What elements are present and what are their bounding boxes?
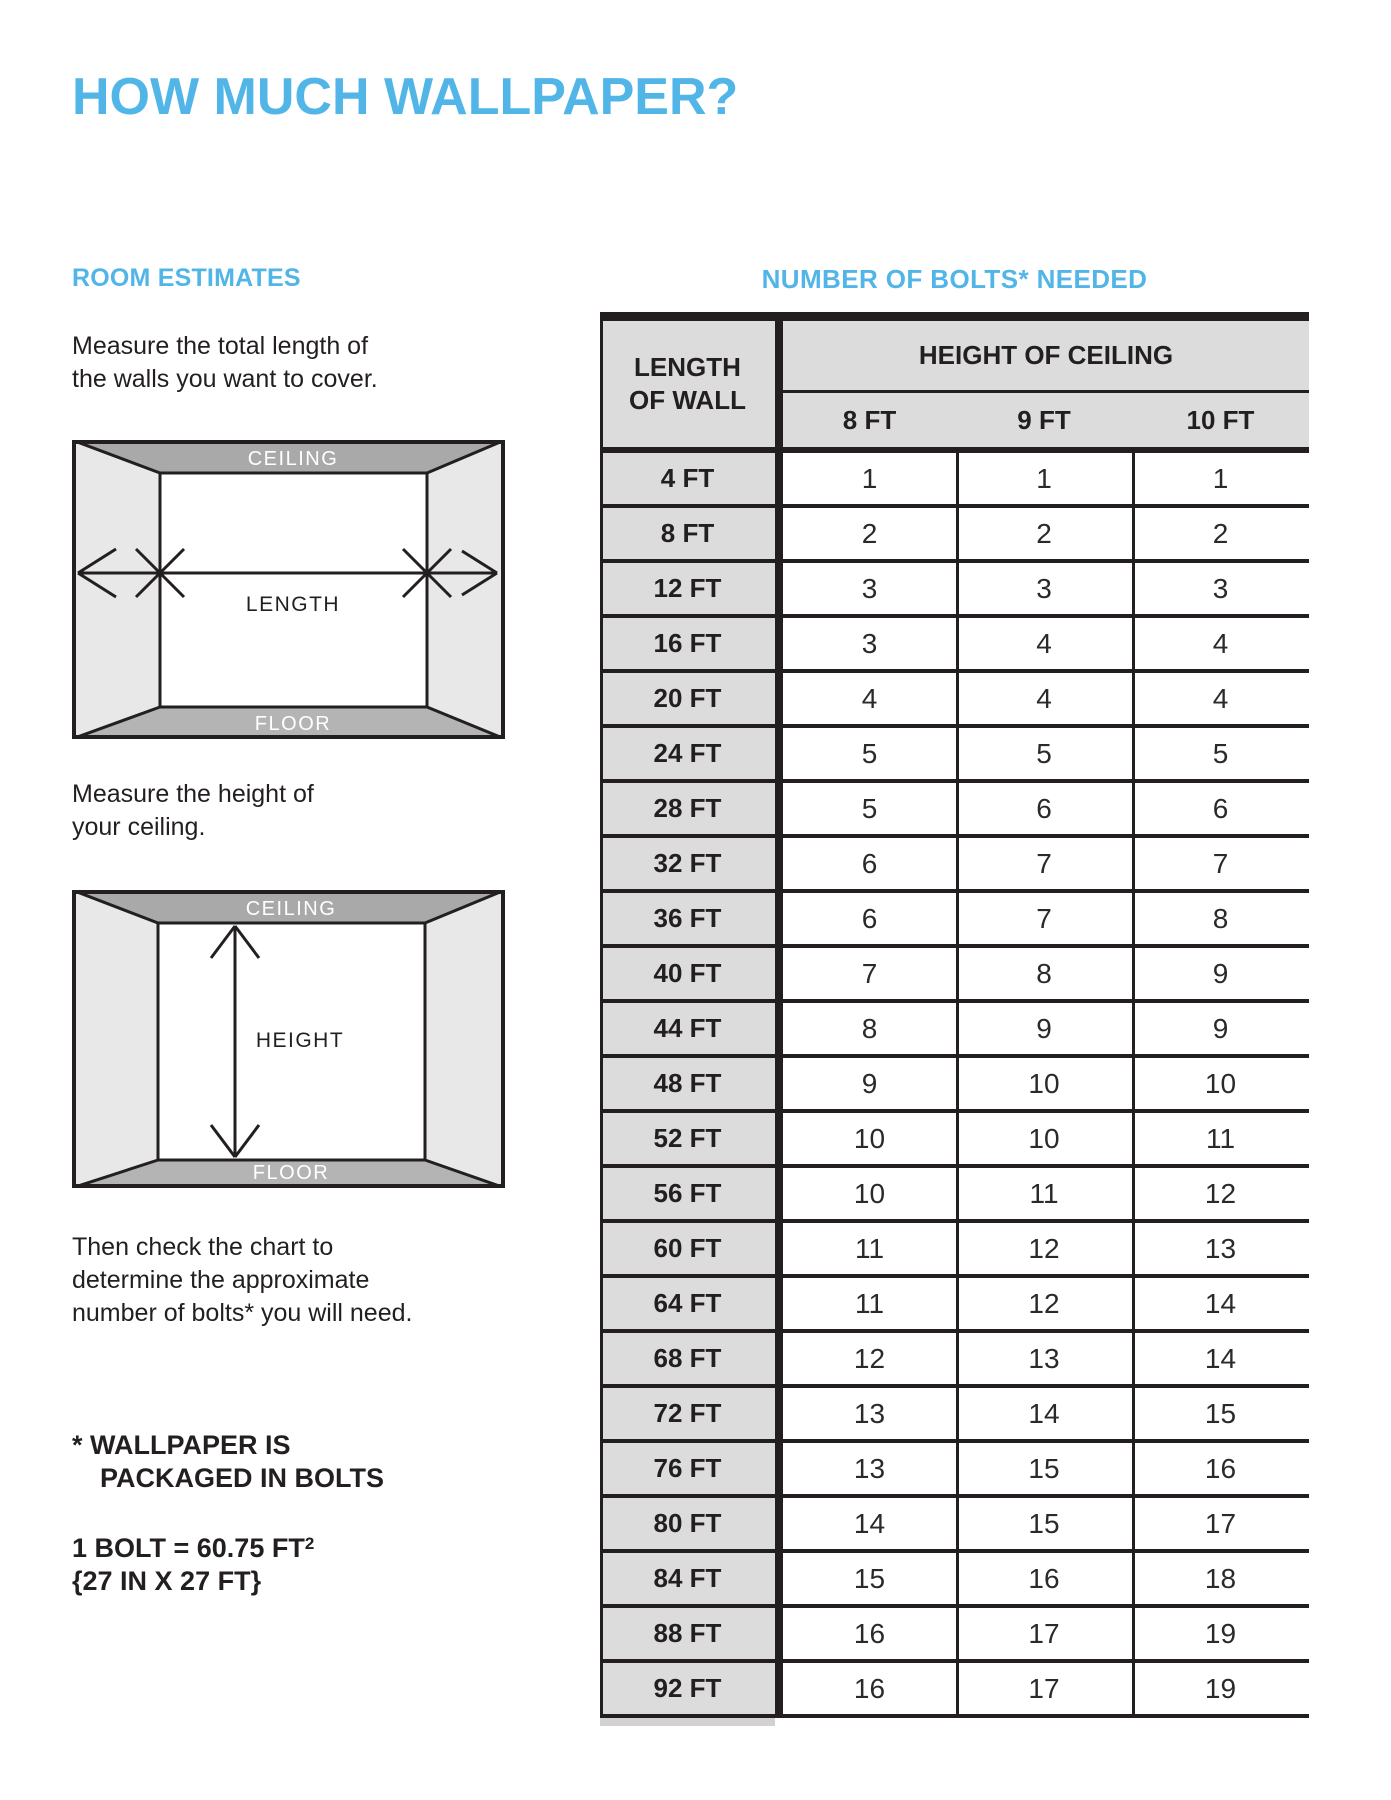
row-value: 16: [1028, 1562, 1060, 1594]
right-wall: [425, 890, 505, 1188]
row-value: 17: [1204, 1507, 1237, 1539]
table-row: [600, 893, 1309, 948]
row-value: 4: [1212, 627, 1229, 659]
row-value: 5: [861, 737, 878, 769]
row-value: 2: [1036, 517, 1052, 549]
table-row: [600, 1333, 1309, 1388]
row-label: 4 FT: [600, 453, 775, 504]
row-label: 88 FT: [600, 1608, 775, 1659]
row-value: 5: [861, 792, 878, 824]
row-value: 3: [1212, 572, 1229, 604]
row-value: 8: [861, 1012, 878, 1044]
row-value: 8: [1212, 902, 1229, 934]
row-value: 7: [1036, 847, 1052, 879]
asterisk-marker: *: [72, 1430, 83, 1460]
row-value: 1: [1036, 462, 1052, 494]
ceiling-height-diagram: [72, 890, 505, 1188]
row-label: 72 FT: [600, 1388, 775, 1439]
row-value: 7: [861, 957, 878, 989]
row-value: 9: [1036, 1012, 1052, 1044]
row-value: 4: [1036, 682, 1052, 714]
back-wall: [160, 473, 427, 707]
row-value: 16: [853, 1617, 886, 1649]
row-label: 36 FT: [600, 893, 775, 944]
row-label: 44 FT: [600, 1003, 775, 1054]
table-row: [600, 563, 1309, 618]
row-value: 6: [861, 902, 878, 934]
row-value: 4: [1036, 627, 1052, 659]
row-value: 14: [853, 1507, 886, 1539]
row-value: 16: [1204, 1452, 1237, 1484]
table-row: [600, 728, 1309, 783]
table-row: [600, 1168, 1309, 1223]
length-of-wall-header: LENGTH OF WALL: [600, 321, 775, 447]
bolts-table-heading: NUMBER OF BOLTS* NEEDED: [761, 264, 1148, 294]
row-label: 60 FT: [600, 1223, 775, 1274]
row-label: 32 FT: [600, 838, 775, 889]
instruction-paragraph-3: [72, 1231, 412, 1330]
table-row: [600, 1553, 1309, 1608]
row-value: 5: [1212, 737, 1229, 769]
row-value: 17: [1028, 1617, 1060, 1649]
row-label: 12 FT: [600, 563, 775, 614]
row-label: 28 FT: [600, 783, 775, 834]
row-label: 40 FT: [600, 948, 775, 999]
column-headers-row: [775, 393, 1309, 447]
table-row: [600, 838, 1309, 893]
row-value: 4: [1212, 682, 1229, 714]
room-length-diagram: [72, 440, 505, 739]
paragraph-line: Then check the chart to: [72, 1233, 334, 1261]
height-label: HEIGHT: [255, 1029, 345, 1052]
column-header-8ft: 8 FT: [842, 404, 897, 435]
table-row: [600, 1388, 1309, 1443]
table-top-rule: [600, 312, 1309, 321]
row-value: 17: [1028, 1672, 1060, 1704]
table-left-rule: [600, 321, 603, 1718]
row-value: 1: [861, 462, 878, 494]
row-value: 3: [1036, 572, 1052, 604]
row-value: 10: [1028, 1067, 1060, 1099]
ceiling-label: CEILING: [245, 898, 337, 920]
left-wall: [72, 440, 160, 739]
floor-label: FLOOR: [254, 713, 332, 735]
instruction-paragraph-1: [72, 330, 378, 396]
row-value: 13: [1204, 1232, 1237, 1264]
column-rule-1: [956, 453, 959, 1718]
footnote-line-1: * WALLPAPER IS: [72, 1430, 291, 1460]
row-label: 48 FT: [600, 1058, 775, 1109]
table-row: [600, 1223, 1309, 1278]
table-rows: [600, 453, 1309, 1718]
table-row: [600, 783, 1309, 838]
row-value: 11: [1205, 1122, 1236, 1154]
row-value: 3: [861, 627, 878, 659]
floor-label: FLOOR: [252, 1162, 330, 1184]
table-row: [600, 453, 1309, 508]
ceiling-label: CEILING: [247, 448, 339, 470]
table-row: [600, 1278, 1309, 1333]
table-row: [600, 673, 1309, 728]
row-value: 14: [1028, 1397, 1060, 1429]
bolt-size-info: [72, 1527, 314, 1598]
row-value: 2: [1212, 517, 1229, 549]
row-value: 9: [1212, 1012, 1229, 1044]
row-value: 11: [1029, 1177, 1059, 1209]
table-row: [600, 1443, 1309, 1498]
row-label: 56 FT: [600, 1168, 775, 1219]
paragraph-line: determine the approximate: [72, 1266, 370, 1294]
table-row: [600, 508, 1309, 563]
row-value: 6: [861, 847, 878, 879]
row-value: 12: [853, 1342, 886, 1374]
footnote-line-2: PACKAGED IN BOLTS: [100, 1463, 385, 1493]
table-row: [600, 1608, 1309, 1663]
table-row: [600, 1058, 1309, 1113]
table-row: [600, 1498, 1309, 1553]
table-row: [600, 1663, 1309, 1718]
row-label: 80 FT: [600, 1498, 775, 1549]
row-value: 18: [1204, 1562, 1237, 1594]
row-value: 19: [1204, 1672, 1237, 1704]
row-label: 16 FT: [600, 618, 775, 669]
row-value: 5: [1036, 737, 1052, 769]
page-title: HOW MUCH WALLPAPER?: [72, 68, 739, 126]
row-value: 10: [1204, 1067, 1237, 1099]
row-label: 64 FT: [600, 1278, 775, 1329]
row-value: 9: [1212, 957, 1229, 989]
row-value: 15: [1028, 1507, 1060, 1539]
row-value: 9: [861, 1067, 878, 1099]
row-label: 92 FT: [600, 1663, 775, 1714]
row-value: 2: [861, 517, 878, 549]
row-value: 15: [1028, 1452, 1060, 1484]
row-label: 24 FT: [600, 728, 775, 779]
table-row: [600, 1113, 1309, 1168]
row-value: 10: [1028, 1122, 1060, 1154]
row-value: 12: [1028, 1287, 1060, 1319]
row-value: 12: [1204, 1177, 1237, 1209]
paragraph-line: Measure the total length of: [72, 332, 369, 360]
row-value: 4: [861, 682, 878, 714]
length-label: LENGTH: [245, 593, 341, 616]
row-label: 52 FT: [600, 1113, 775, 1164]
column-rule-2: [1132, 453, 1135, 1718]
row-value: 11: [854, 1232, 885, 1264]
row-value: 14: [1204, 1342, 1237, 1374]
room-estimates-heading: ROOM ESTIMATES: [72, 264, 301, 292]
table-row: [600, 618, 1309, 673]
table-row: [600, 1003, 1309, 1058]
row-value: 1: [1212, 462, 1229, 494]
table-thick-divider: [775, 321, 783, 1718]
row-label: 68 FT: [600, 1333, 775, 1384]
row-label: 84 FT: [600, 1553, 775, 1604]
row-value: 13: [853, 1452, 886, 1484]
row-value: 6: [1212, 792, 1229, 824]
row-value: 15: [1204, 1397, 1237, 1429]
paragraph-line: your ceiling.: [72, 813, 206, 841]
paragraph-line: the walls you want to cover.: [72, 365, 378, 393]
row-value: 7: [1212, 847, 1229, 879]
row-label: 20 FT: [600, 673, 775, 724]
row-value: 8: [1036, 957, 1052, 989]
height-of-ceiling-header: HEIGHT OF CEILING: [775, 321, 1309, 390]
row-value: 10: [853, 1122, 886, 1154]
row-value: 11: [854, 1287, 885, 1319]
wallpaper-footnote: [72, 1429, 384, 1495]
row-value: 7: [1036, 902, 1052, 934]
row-value: 14: [1204, 1287, 1237, 1319]
bolt-equation: 1 BOLT = 60.75 $FT^2$: [72, 1533, 315, 1563]
paragraph-line: number of bolts* you will need.: [72, 1299, 413, 1327]
row-value: 19: [1204, 1617, 1237, 1649]
row-value: 16: [853, 1672, 886, 1704]
table-row: [600, 948, 1309, 1003]
squared-exponent: 2: [304, 1534, 315, 1553]
table-bottom-shadow: [600, 1718, 775, 1726]
row-value: 13: [1028, 1342, 1060, 1374]
row-value: 3: [861, 572, 878, 604]
column-header-10ft: 10 FT: [1186, 404, 1255, 435]
row-value: 6: [1036, 792, 1052, 824]
row-value: 13: [853, 1397, 886, 1429]
column-header-9ft: 9 FT: [1017, 404, 1071, 435]
right-wall: [427, 440, 505, 739]
bolt-dimensions: {27 IN X 27 FT}: [72, 1566, 262, 1596]
row-value: 12: [1028, 1232, 1060, 1264]
row-label: 8 FT: [600, 508, 775, 559]
instruction-paragraph-2: [72, 778, 314, 844]
row-value: 15: [853, 1562, 886, 1594]
paragraph-line: Measure the height of: [72, 780, 314, 808]
bolts-table: [600, 312, 1309, 1726]
row-label: 76 FT: [600, 1443, 775, 1494]
left-wall: [72, 890, 158, 1188]
row-value: 10: [853, 1177, 886, 1209]
